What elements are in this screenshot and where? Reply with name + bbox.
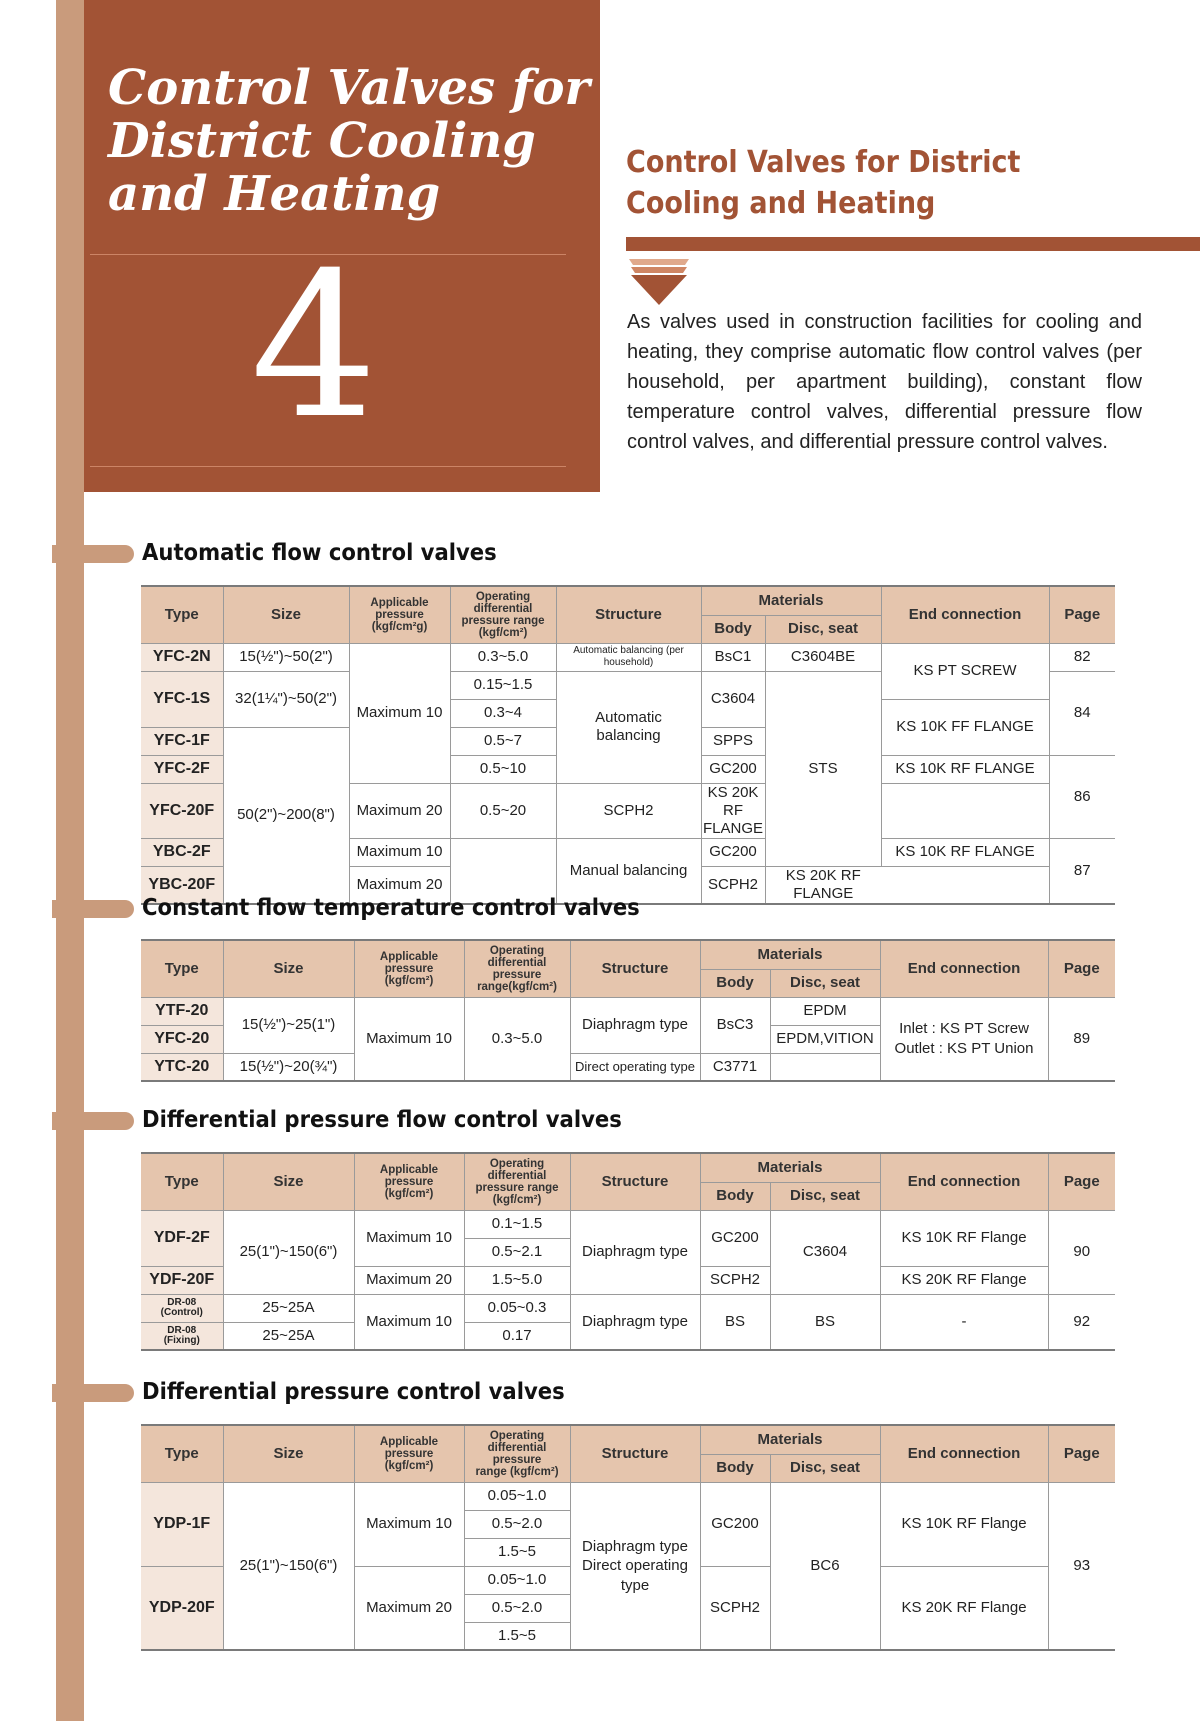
body-material-cell: GC200 — [700, 1210, 770, 1266]
column-header-disc-seat: Disc, seat — [770, 1454, 880, 1482]
section-heading — [626, 142, 1020, 224]
operating-range-cell: 1.5~5 — [464, 1538, 570, 1566]
page-cell: 82 — [1049, 643, 1115, 671]
applicable-pressure-cell: Maximum 10 — [354, 1210, 464, 1266]
column-header-type: Type — [141, 940, 223, 997]
end-connection-cell: KS 20K RF FLANGE — [765, 866, 881, 904]
disc-seat-cell: BS — [770, 1294, 880, 1350]
type-cell: YFC-2N — [141, 643, 223, 671]
column-header-size: Size — [223, 1425, 354, 1482]
applicable-pressure-cell: Maximum 10 — [349, 643, 450, 783]
column-header-applicable-pressure: Applicable pressure (kgf/cm²) — [354, 1425, 464, 1482]
size-cell: 25(1")~150(6") — [223, 1210, 354, 1294]
body-material-cell: BsC1 — [701, 643, 765, 671]
type-cell: YBC-2F — [141, 838, 223, 866]
section-header — [84, 1374, 1116, 1414]
operating-range-cell: 0.1~1.5 — [464, 1210, 570, 1238]
column-header-body: Body — [700, 969, 770, 997]
chapter-banner — [84, 0, 600, 492]
column-header-materials: Materials — [700, 1153, 880, 1182]
operating-range-cell: 0.5~2.1 — [464, 1238, 570, 1266]
operating-range-cell: 0.15~1.5 — [450, 671, 556, 699]
structure-cell: Diaphragm type — [570, 1210, 700, 1294]
operating-range-cell: 0.5~20 — [450, 783, 556, 838]
chapter-number: 4 — [250, 230, 378, 463]
column-header-disc-seat: Disc, seat — [765, 615, 881, 643]
section-differential-pressure-flow — [84, 1102, 1116, 1346]
chapter-title — [108, 60, 590, 222]
operating-range-cell: 0.17 — [464, 1322, 570, 1350]
type-cell: YBC-20F — [141, 866, 223, 904]
column-header-applicable-pressure: Applicable pressure (kgf/cm²) — [354, 940, 464, 997]
page-cell: 90 — [1048, 1210, 1115, 1294]
column-header-page: Page — [1048, 1425, 1115, 1482]
spec-table-differential-pressure-control — [141, 1424, 1115, 1651]
disc-seat-cell: C3604 — [770, 1210, 880, 1294]
type-cell: YTF-20 — [141, 997, 223, 1025]
applicable-pressure-cell: Maximum 20 — [354, 1566, 464, 1650]
disc-seat-cell: EPDM,VITION — [770, 1025, 880, 1053]
body-material-cell: C3604 — [701, 671, 765, 727]
body-material-cell: GC200 — [701, 755, 765, 783]
table-row — [141, 1482, 1115, 1510]
section-tab-marker — [52, 900, 134, 918]
column-header-end-connection: End connection — [880, 940, 1048, 997]
body-material-cell: BS — [700, 1294, 770, 1350]
applicable-pressure-cell: Maximum 10 — [354, 997, 464, 1081]
chapter-title-line: District Cooling — [108, 113, 536, 169]
operating-range-cell: 1.5~5 — [464, 1622, 570, 1650]
operating-range-cell: 1.5~5.0 — [464, 1266, 570, 1294]
type-cell: YTC-20 — [141, 1053, 223, 1081]
type-cell: DR-08 (Control) — [141, 1294, 223, 1322]
structure-cell: Automatic balancing — [556, 671, 701, 783]
end-connection-cell: KS 10K RF FLANGE — [881, 838, 1049, 866]
column-header-page: Page — [1048, 1153, 1115, 1210]
operating-range-cell: 0.3~5.0 — [450, 643, 556, 671]
end-connection-cell: KS 10K RF Flange — [880, 1210, 1048, 1266]
applicable-pressure-cell: Maximum 10 — [354, 1294, 464, 1350]
operating-range-cell: 0.5~7 — [450, 727, 556, 755]
applicable-pressure-cell: Maximum 10 — [354, 1482, 464, 1566]
column-header-size: Size — [223, 940, 354, 997]
size-cell: 50(2")~200(8") — [223, 727, 349, 904]
type-cell: YDP-1F — [141, 1482, 223, 1566]
operating-range-cell: 0.05~0.3 — [464, 1294, 570, 1322]
size-cell: 25~25A — [223, 1322, 354, 1350]
page-cell: 84 — [1049, 671, 1115, 755]
spec-table-constant-flow-temperature — [141, 939, 1115, 1082]
section-heading-line: Cooling and Heating — [626, 186, 936, 221]
operating-range-cell: 0.5~2.0 — [464, 1510, 570, 1538]
column-header-operating-range: Operating differential pressure range (kgf/cm²) — [464, 1425, 570, 1482]
size-cell: 15(½")~25(1") — [223, 997, 354, 1053]
structure-cell: Automatic balancing (per household) — [556, 643, 701, 671]
body-material-cell: SCPH2 — [700, 1566, 770, 1650]
left-margin-stripe — [56, 0, 84, 1721]
chapter-title-line: Control Valves for — [108, 60, 590, 116]
column-header-operating-range: Operating differential pressure range (kgf/cm²) — [464, 1153, 570, 1210]
type-cell: YFC-2F — [141, 755, 223, 783]
disc-seat-cell: STS — [765, 671, 881, 866]
column-header-page: Page — [1049, 586, 1115, 643]
body-material-cell: GC200 — [700, 1482, 770, 1566]
column-header-page: Page — [1048, 940, 1115, 997]
column-header-body: Body — [701, 615, 765, 643]
section-heading-line: Control Valves for District — [626, 145, 1021, 180]
page-cell: 92 — [1048, 1294, 1115, 1350]
column-header-end-connection: End connection — [880, 1425, 1048, 1482]
column-header-materials: Materials — [700, 1425, 880, 1454]
section-constant-flow-temperature — [84, 890, 1116, 1076]
section-header — [84, 535, 1116, 575]
column-header-structure: Structure — [556, 586, 701, 643]
column-header-body: Body — [700, 1182, 770, 1210]
column-header-structure: Structure — [570, 1425, 700, 1482]
disc-seat-cell: EPDM — [770, 997, 880, 1025]
operating-range-cell: 0.05~1.0 — [464, 1566, 570, 1594]
column-header-end-connection: End connection — [880, 1153, 1048, 1210]
structure-cell: Diaphragm type — [570, 1294, 700, 1350]
intro-paragraph: As valves used in construction facilities for cooling and heating, they comprise automatic flow control valves (per household, per apartment building), constant flow temperature control valves, differential pressure flow control valves, and differential pressure control valves. — [627, 311, 1142, 453]
column-header-applicable-pressure: Applicable pressure (kgf/cm²) — [354, 1153, 464, 1210]
spec-table-differential-pressure-flow — [141, 1152, 1115, 1351]
type-cell: YFC-1S — [141, 671, 223, 727]
type-cell: YDF-20F — [141, 1266, 223, 1294]
applicable-pressure-cell: Maximum 20 — [354, 1266, 464, 1294]
disc-seat-cell — [770, 1053, 880, 1081]
end-connection-cell: KS 10K RF Flange — [880, 1482, 1048, 1566]
column-header-disc-seat: Disc, seat — [770, 1182, 880, 1210]
body-material-cell: SCPH2 — [701, 866, 765, 904]
column-header-size: Size — [223, 586, 349, 643]
body-material-cell: BsC3 — [700, 997, 770, 1053]
heading-rule — [626, 237, 1200, 251]
body-material-cell: SCPH2 — [700, 1266, 770, 1294]
size-cell: 32(1¼")~50(2") — [223, 671, 349, 727]
structure-cell: Diaphragm type Direct operating type — [570, 1482, 700, 1650]
column-header-body: Body — [700, 1454, 770, 1482]
operating-range-cell: 0.5~10 — [450, 755, 556, 783]
structure-cell: Manual balancing — [556, 838, 701, 904]
size-cell: 15(½")~50(2") — [223, 643, 349, 671]
size-cell: 15(½")~20(¾") — [223, 1053, 354, 1081]
applicable-pressure-cell: Maximum 20 — [349, 783, 450, 838]
end-connection-cell: KS 20K RF FLANGE — [702, 783, 763, 837]
section-header — [84, 890, 1116, 930]
section-tab-marker — [52, 545, 134, 563]
operating-range-cell: 0.3~4 — [450, 699, 556, 727]
page-cell: 89 — [1048, 997, 1115, 1081]
size-cell: 25~25A — [223, 1294, 354, 1322]
table-row — [141, 997, 1115, 1025]
disc-seat-cell: BC6 — [770, 1482, 880, 1650]
end-connection-cell: KS 10K FF FLANGE — [881, 699, 1049, 755]
column-header-structure: Structure — [570, 1153, 700, 1210]
end-connection-cell: KS 20K RF Flange — [880, 1266, 1048, 1294]
operating-range-cell: 0.5~2.0 — [464, 1594, 570, 1622]
column-header-disc-seat: Disc, seat — [770, 969, 880, 997]
body-material-cell: SCPH2 — [556, 783, 701, 838]
page-cell: 87 — [1049, 838, 1115, 904]
type-cell: YFC-1F — [141, 727, 223, 755]
end-connection-cell: KS 20K RF Flange — [880, 1566, 1048, 1650]
column-header-materials: Materials — [701, 586, 881, 615]
column-header-materials: Materials — [700, 940, 880, 969]
end-connection-cell: KS 10K RF FLANGE — [881, 755, 1049, 783]
type-cell: YDP-20F — [141, 1566, 223, 1650]
structure-cell: Diaphragm type — [570, 997, 700, 1053]
structure-cell: Direct operating type — [570, 1053, 700, 1081]
page-cell: 86 — [1049, 755, 1115, 838]
column-header-size: Size — [223, 1153, 354, 1210]
section-title: Constant flow temperature control valves — [142, 895, 640, 921]
end-connection-cell: - — [880, 1294, 1048, 1350]
table-row — [141, 1210, 1115, 1238]
end-connection-cell: Inlet : KS PT Screw Outlet : KS PT Union — [880, 997, 1048, 1081]
column-header-type: Type — [141, 1425, 223, 1482]
type-cell: YFC-20F — [141, 783, 223, 838]
section-title: Differential pressure flow control valves — [142, 1107, 622, 1133]
page-cell: 93 — [1048, 1482, 1115, 1650]
chapter-title-line: and Heating — [108, 166, 441, 222]
column-header-end-connection: End connection — [881, 586, 1049, 643]
section-title: Differential pressure control valves — [142, 1379, 565, 1405]
type-cell: DR-08 (Fixing) — [141, 1322, 223, 1350]
column-header-type: Type — [141, 1153, 223, 1210]
body-material-cell: C3771 — [700, 1053, 770, 1081]
section-title: Automatic flow control valves — [142, 540, 497, 566]
body-material-cell: SPPS — [701, 727, 765, 755]
table-row — [141, 643, 1115, 671]
section-header — [84, 1102, 1116, 1142]
type-cell: YDF-2F — [141, 1210, 223, 1266]
section-tab-marker — [52, 1112, 134, 1130]
section-automatic-flow — [84, 535, 1116, 902]
column-header-applicable-pressure: Applicable pressure (kgf/cm²g) — [349, 586, 450, 643]
size-cell: 25(1")~150(6") — [223, 1482, 354, 1650]
chevron-down-icon — [629, 259, 689, 305]
disc-seat-cell: C3604BE — [765, 643, 881, 671]
operating-range-cell: 0.3~5.0 — [464, 997, 570, 1081]
body-material-cell: GC200 — [701, 838, 765, 866]
applicable-pressure-cell: Maximum 10 — [349, 838, 450, 866]
column-header-operating-range: Operating differential pressure range (kgf/cm²) — [450, 586, 556, 643]
section-differential-pressure-control — [84, 1374, 1116, 1644]
column-header-operating-range: Operating differential pressure range(kgf/cm²) — [464, 940, 570, 997]
column-header-structure: Structure — [570, 940, 700, 997]
operating-range-cell: 0.05~1.0 — [464, 1482, 570, 1510]
applicable-pressure-cell: Maximum 20 — [349, 866, 450, 904]
chapter-rule-bottom — [90, 466, 566, 467]
spec-table-automatic-flow — [141, 585, 1115, 905]
column-header-type: Type — [141, 586, 223, 643]
type-cell: YFC-20 — [141, 1025, 223, 1053]
table-row — [141, 1294, 1115, 1322]
section-tab-marker — [52, 1384, 134, 1402]
end-connection-cell: KS PT SCREW — [881, 643, 1049, 699]
